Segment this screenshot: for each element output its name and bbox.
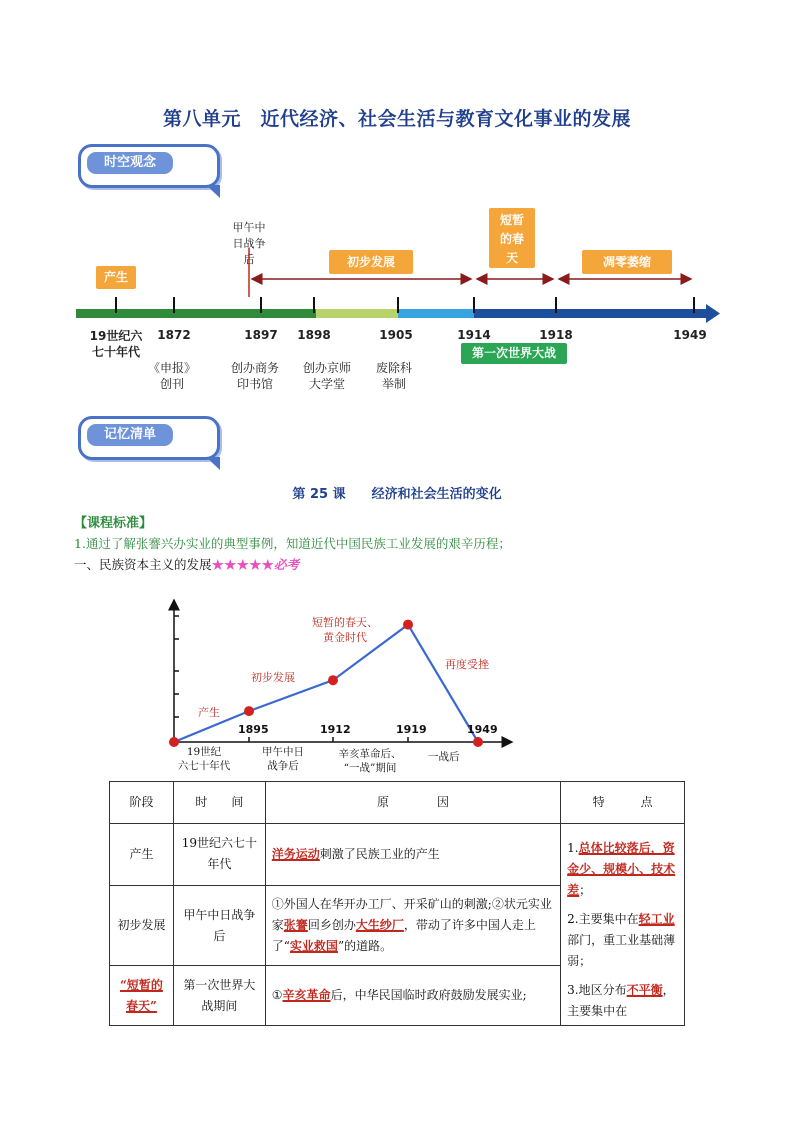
year-1918: 1918 bbox=[539, 328, 573, 342]
tag-tail-icon bbox=[206, 457, 220, 470]
label-spring: 短暂 的春 天 bbox=[489, 208, 535, 268]
cell-stage: 初步发展 bbox=[110, 885, 174, 965]
cell-stage: “短暂的春天” bbox=[110, 966, 174, 1026]
timeline-arrow-icon bbox=[706, 304, 720, 323]
header-reason: 原 因 bbox=[265, 782, 560, 824]
year-19c: 19世纪六 七十年代 bbox=[89, 329, 143, 359]
timeline-segment-green bbox=[76, 309, 316, 318]
timeline-segment-lightblue bbox=[398, 309, 474, 318]
cell-time: 19世纪六七十年代 bbox=[173, 824, 265, 886]
year-1914: 1914 bbox=[457, 328, 491, 342]
tick-label-1895: 1895 bbox=[238, 723, 269, 736]
cell-time: 甲午中日战争后 bbox=[173, 885, 265, 965]
timeline-segment-darkblue bbox=[474, 309, 708, 318]
page-title: 第八单元 近代经济、社会生活与教育文化事业的发展 bbox=[162, 108, 631, 130]
section-heading-text: 一、民族资本主义的发展 bbox=[74, 557, 212, 572]
year-1897: 1897 bbox=[244, 328, 278, 342]
label-chubu: 初步发展 bbox=[329, 250, 413, 274]
cell-stage: 产生 bbox=[110, 824, 174, 886]
header-time: 时 间 bbox=[173, 782, 265, 824]
table-header-row bbox=[110, 782, 685, 824]
label-ww1: 第一次世界大战 bbox=[461, 343, 567, 364]
cell-reason: ①辛亥革命后，中华民国临时政府鼓励发展实业; bbox=[265, 966, 560, 1026]
timeline-segment-lime bbox=[316, 309, 398, 318]
year-1872: 1872 bbox=[157, 328, 191, 342]
cell-features: 1.总体比较落后，资金少、规模小、技术差； 2.主要集中在轻工业部门，重工业基础薄弱； 3.地区分布不平衡，主要集中在 bbox=[561, 824, 685, 1026]
x-annotation-xinhai: 辛亥革命后、 “一战”期间 bbox=[338, 748, 402, 774]
tick-label-1949: 1949 bbox=[467, 723, 498, 736]
data-point-4 bbox=[473, 737, 483, 747]
stage-label-chubu: 初步发展 bbox=[251, 671, 295, 684]
event-shenbao: 《申报》 创刊 bbox=[147, 361, 196, 391]
x-annotation-postwar: 一战后 bbox=[428, 751, 460, 763]
spacetime-tag-label: 时空观念 bbox=[87, 152, 173, 174]
table-row bbox=[110, 824, 685, 886]
label-chansheng: 产生 bbox=[96, 266, 136, 289]
memory-tag-label: 记忆清单 bbox=[87, 424, 173, 446]
curriculum-heading: 【课程标准】 bbox=[74, 516, 153, 531]
must-exam-label: 必考 bbox=[274, 557, 300, 572]
tag-tail-icon bbox=[206, 185, 220, 198]
year-1905: 1905 bbox=[379, 328, 413, 342]
event-jingshi: 创办京师 大学堂 bbox=[302, 361, 351, 391]
lesson-title: 第 25 课 经济和社会生活的变化 bbox=[292, 487, 502, 502]
data-point-3 bbox=[403, 620, 413, 630]
memory-tag bbox=[78, 416, 220, 460]
development-table bbox=[109, 781, 685, 1026]
curriculum-item-1: 1.通过了解张謇兴办实业的典型事例，知道近代中国民族工业发展的艰辛历程； bbox=[74, 536, 511, 551]
stage-label-spring: 短暂的春天、 黄金时代 bbox=[312, 616, 378, 644]
tick-label-1919: 1919 bbox=[396, 723, 427, 736]
cell-reason: ①外国人在华开办工厂、开采矿山的刺激;②状元实业家张謇回乡创办大生纱厂，带动了许多中国人走上了“实业救国”的道路。 bbox=[265, 885, 560, 965]
event-keju: 废除科 举制 bbox=[375, 361, 412, 391]
year-1898: 1898 bbox=[297, 328, 331, 342]
data-point-1 bbox=[244, 706, 254, 716]
star-rating-icon: ★★★★★ bbox=[211, 557, 275, 572]
header-feature: 特 点 bbox=[561, 782, 685, 824]
stage-label-chansheng: 产生 bbox=[198, 706, 220, 719]
stage-label-setback: 再度受挫 bbox=[445, 658, 489, 671]
cell-time: 第一次世界大战期间 bbox=[173, 966, 265, 1026]
section-heading bbox=[74, 555, 299, 573]
label-diaoling: 凋零萎缩 bbox=[582, 250, 672, 274]
tick-label-1912: 1912 bbox=[320, 723, 351, 736]
x-annotation-jiawu: 甲午中日 战争后 bbox=[262, 746, 304, 772]
cell-reason: 洋务运动刺激了民族工业的产生 bbox=[265, 824, 560, 886]
x-annotation-19c: 19世纪 六七十年代 bbox=[177, 746, 231, 772]
spacetime-tag bbox=[78, 144, 220, 188]
label-jiawu: 甲午中 日战争 后 bbox=[232, 221, 266, 266]
year-1949: 1949 bbox=[673, 328, 707, 342]
event-shangwu: 创办商务 印书馆 bbox=[230, 361, 279, 391]
header-stage: 阶段 bbox=[110, 782, 174, 824]
data-point-2 bbox=[328, 675, 338, 685]
